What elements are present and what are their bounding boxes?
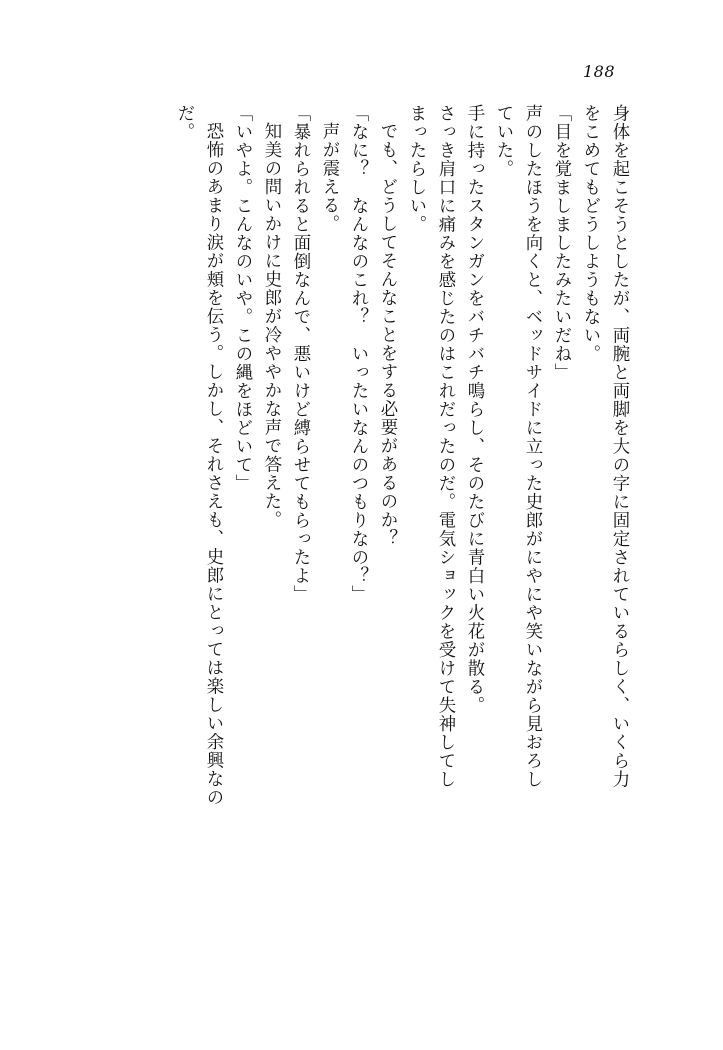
text-line: 「なに？ なんなのこれ？ いったいなんのつもりなの？」 bbox=[348, 104, 368, 604]
text-line: 「暴れられると面倒なんで、悪いけど縛らせてもらったよ」 bbox=[290, 104, 310, 604]
text-line: 知美の問いかけに史郎が冷ややかな声で答えた。 bbox=[261, 122, 281, 529]
text-line: 声のしたほうを向くと、ベッドサイドに立った史郎がにやにや笑いながら見おろし bbox=[522, 104, 542, 789]
text-line: 恐怖のあまり涙が頬を伝う。しかし、それさえも、史郎にとっては楽しい余興なの bbox=[203, 122, 223, 807]
text-line: まったらしい。 bbox=[406, 104, 426, 234]
text-line: だ。 bbox=[174, 104, 194, 141]
text-line: をこめてもどうしようもない。 bbox=[580, 104, 600, 363]
vertical-text-block bbox=[80, 104, 627, 984]
text-line: 声が震える。 bbox=[319, 122, 339, 233]
text-line: 「いやよ。こんなのいや。この縄をほどいて」 bbox=[232, 104, 252, 493]
text-line: ていた。 bbox=[493, 104, 513, 178]
text-line: でも、どうしてそんなことをする必要があるのか？ bbox=[377, 122, 397, 548]
text-line: 「目を覚ましましたみたいだね」 bbox=[551, 104, 571, 382]
page-number: 188 bbox=[582, 62, 615, 81]
text-line: さっき肩口に痛みを感じたのはこれだったのだ。電気ショックを受けて失神してし bbox=[435, 104, 455, 789]
text-line: 身体を起こそうとしたが、両腕と両脚を大の字に固定されているらしく、いくら力 bbox=[609, 104, 629, 789]
text-line: 手に持ったスタンガンをバチバチ鳴らし、そのたびに青白い火花が散る。 bbox=[464, 104, 484, 715]
